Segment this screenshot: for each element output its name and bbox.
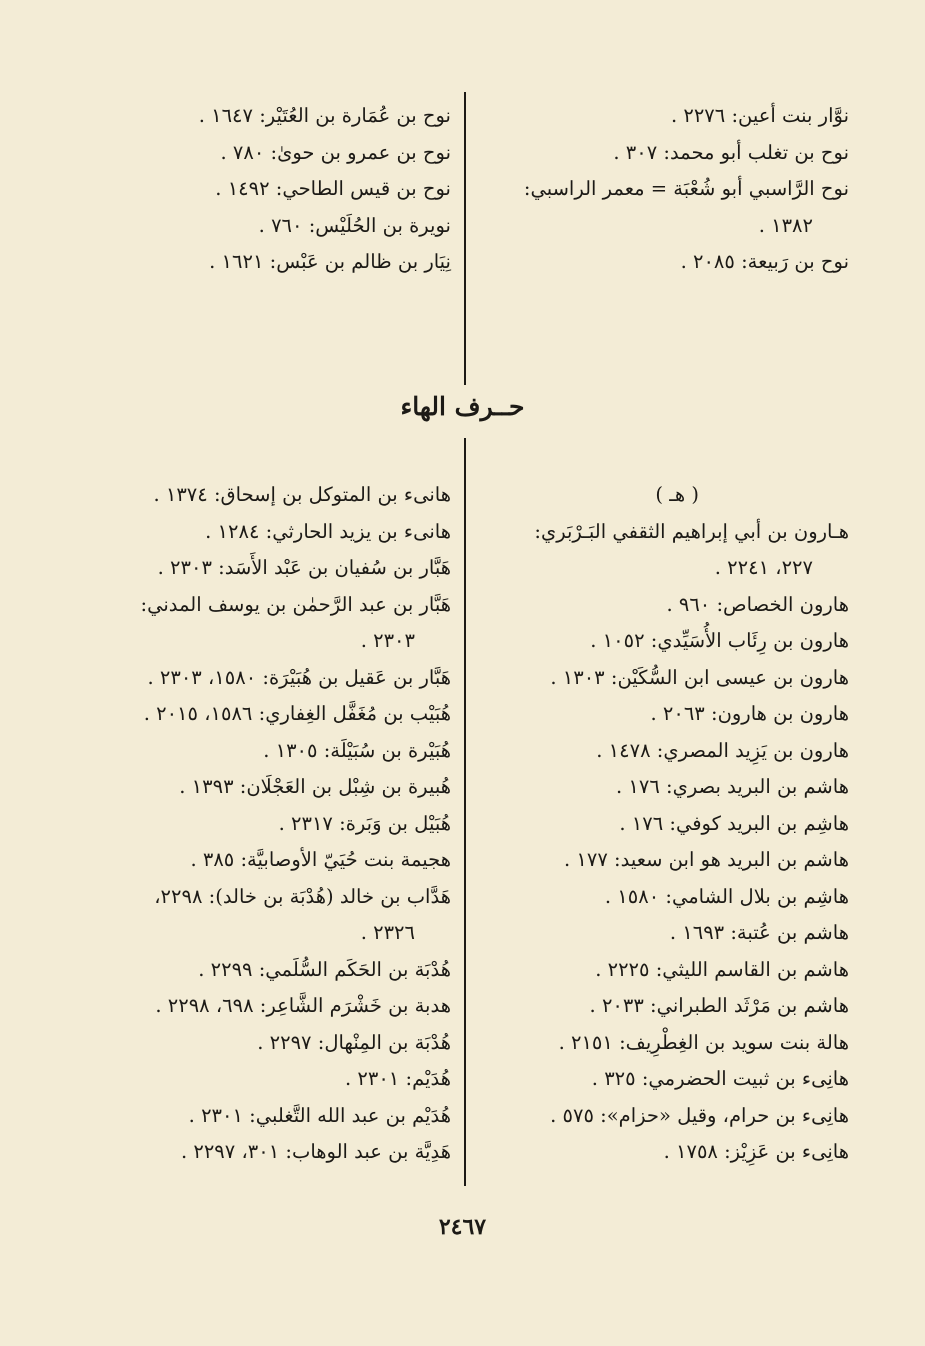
index-entry: هـارون بن أبي إبراهيم الثقفي البَـرْبَري: — [534, 519, 849, 543]
index-entry: هَدَّاب بن خالد (هُدْبَة بن خالد): ٢٢٩٨، — [154, 884, 451, 908]
index-entry: هدبة بن خَشْرَم الشَّاعِر: ٦٩٨، ٢٢٩٨ . — [155, 994, 451, 1017]
page-number: ٢٤٦٧ — [438, 1214, 487, 1240]
bottom-right-column — [454, 477, 849, 1171]
index-entry: نوح بن تغلب أبو محمد: ٣٠٧ . — [613, 140, 849, 164]
section-heading: حــرف الهاء — [400, 392, 525, 421]
index-entry: هاشم بن القاسم الليثي: ٢٢٢٥ . — [595, 957, 849, 981]
index-entry: هانِىء بن عَزِيْز: ١٧٥٨ . — [663, 1140, 849, 1163]
letter-marker: ( هـ ) — [655, 483, 699, 506]
index-entry: هاشِم بن بلال الشامي: ١٥٨٠ . — [604, 884, 849, 908]
index-entry: هُبيرة بن شِبْل بن العَجْلَان: ١٣٩٣ . — [179, 775, 451, 798]
index-entry: هاشِم بن البريد كوفي: ١٧٦ . — [619, 811, 849, 835]
index-entry: نويرة بن الحُلَيْس: ٧٦٠ . — [258, 213, 451, 237]
index-entry: هاشم بن مَرْثَد الطبراني: ٢٠٣٣ . — [589, 994, 849, 1017]
index-entry: هانىء بن يزيد الحارثي: ١٢٨٤ . — [205, 519, 451, 543]
index-entry-continuation: ٢٢٧، ٢٢٤١ . — [714, 556, 813, 579]
index-entry: نوح الرَّاسبي أبو شُعْبَة = معمر الراسبي: — [523, 177, 849, 200]
index-entry: هُبَيْرة بن سُبَيْلَة: ١٣٠٥ . — [263, 738, 451, 762]
bottom-left-column — [63, 477, 451, 1171]
index-entry: هَبَّار بن عبد الرَّحمٰن بن يوسف المدني: — [140, 592, 451, 616]
index-entry: هُبَيْب بن مُغَفَّل الغِفاري: ١٥٨٦، ٢٠١٥ . — [143, 702, 451, 725]
index-entry: هُدْبَة بن الحَكَم السُّلَمي: ٢٢٩٩ . — [198, 957, 451, 981]
index-entry: هُدَيْم: ٢٣٠١ . — [344, 1067, 451, 1090]
index-entry: هانِىء بن حرام، وقيل «حزام»: ٥٧٥ . — [550, 1103, 849, 1127]
top-left-column — [63, 98, 451, 281]
index-entry: هارون بن عيسى ابن السُّكَيْن: ١٣٠٣ . — [550, 665, 849, 689]
index-entry: هاشم بن البريد بصري: ١٧٦ . — [615, 775, 849, 798]
index-entry: هالة بنت سويد بن الغِطْرِيف: ٢١٥١ . — [558, 1030, 849, 1054]
index-entry: هُدْبَة بن المِنْهال: ٢٢٩٧ . — [257, 1030, 451, 1054]
index-entry: هَبَّار بن سُفيان بن عَبْد الأَسَد: ٢٣٠٣ . — [157, 556, 451, 579]
index-entry: هارون بن رِئَاب الأُسَيِّدي: ١٠٥٢ . — [590, 629, 849, 652]
index-entry-continuation: ٢٣٠٣ . — [360, 629, 415, 652]
index-entry: هجيمة بنت حُيَيّ الأوصابيَّة: ٣٨٥ . — [190, 848, 451, 871]
index-entry: نوح بن قيس الطاحي: ١٤٩٢ . — [215, 177, 451, 200]
column-divider-bottom — [464, 438, 466, 1186]
index-entry: هارون بن هارون: ٢٠٦٣ . — [650, 702, 849, 725]
index-entry: هاشم بن البريد هو ابن سعيد: ١٧٧ . — [564, 848, 849, 871]
index-entry: هاشم بن عُتبة: ١٦٩٣ . — [669, 921, 849, 944]
index-entry: هارون بن يَزِيد المصري: ١٤٧٨ . — [596, 738, 849, 762]
index-entry-continuation: ١٣٨٢ . — [758, 213, 813, 237]
index-entry-continuation: ٢٣٢٦ . — [360, 921, 415, 944]
index-entry: هارون الخصاص: ٩٦٠ . — [666, 592, 849, 616]
index-entry: نوح بن رَبيعة: ٢٠٨٥ . — [680, 250, 849, 273]
top-right-column — [454, 98, 849, 281]
index-entry: نوح بن عُمَارة بن العُتَيْر: ١٦٤٧ . — [198, 104, 451, 127]
index-entry: هُبَيْل بن وَبَرة: ٢٣١٧ . — [278, 811, 451, 835]
index-entry: هَدِيَّة بن عبد الوهاب: ٣٠١، ٢٢٩٧ . — [180, 1140, 451, 1163]
index-entry: نوح بن عمرو بن حوىٰ: ٧٨٠ . — [220, 140, 451, 164]
index-entry: نوَّار بنت أعين: ٢٢٧٦ . — [670, 104, 849, 127]
column-divider-top — [464, 92, 466, 385]
index-entry: هانىء بن المتوكل بن إسحاق: ١٣٧٤ . — [153, 483, 451, 506]
index-entry: هانِىء بن ثبيت الحضرمي: ٣٢٥ . — [591, 1067, 849, 1090]
index-entry: هُدَيْم بن عبد الله التَّغلبي: ٢٣٠١ . — [188, 1103, 451, 1127]
index-entry: نِيَار بن ظالم بن عَبْس: ١٦٢١ . — [209, 250, 451, 273]
index-entry: هَبَّار بن عَقيل بن هُبَيْرَة: ١٥٨٠، ٢٣٠٣ . — [147, 665, 451, 689]
